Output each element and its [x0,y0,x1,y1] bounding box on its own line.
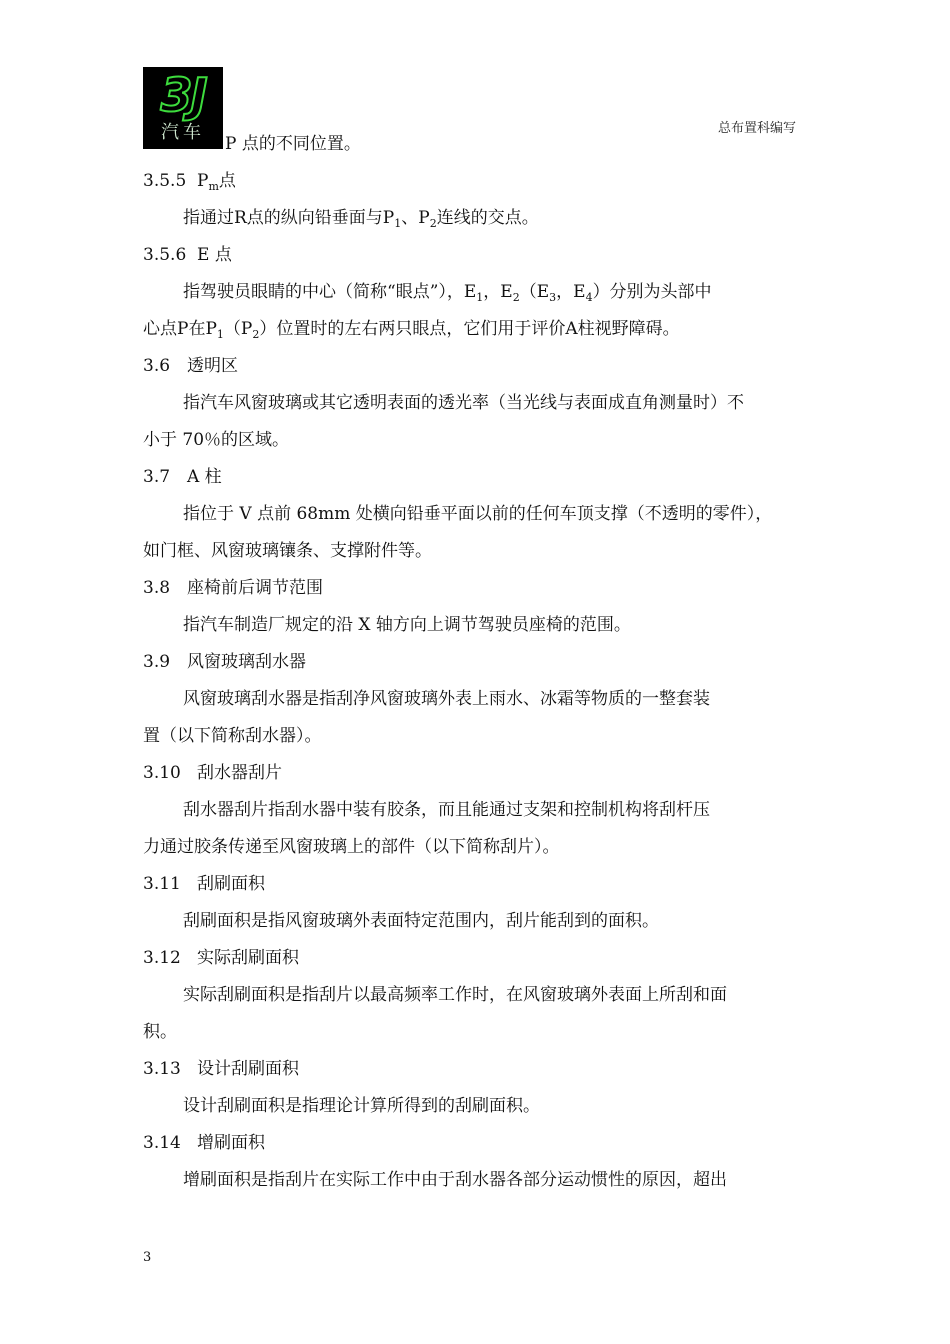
paragraph-line: 指汽车制造厂规定的沿 X 轴方向上调节驾驶员座椅的范围。 [183,615,631,635]
paragraph-line: 心点P在$P_1(P_2)$位置时的左右两只眼点，它们用于评价A柱视野障碍。 [143,319,680,341]
section-title: 实际刮刷面积 [197,948,299,968]
section-number: 3.5.6 [143,245,187,265]
section-heading-3-5-5 [143,163,813,200]
paragraph-line: 指驾驶员眼睛的中心（简称“眼点”），$E_1$，$E_2(E_3$，$E_4$）分别为头部中 [183,282,712,304]
section-title: 透明区 [187,356,238,376]
paragraph-line: 刮刷面积是指风窗玻璃外表面特定范围内，刮片能刮到的面积。 [183,911,659,931]
paragraph-line: 积。 [143,1022,177,1042]
section-number: 3.9 [143,652,171,672]
section-number: 3.12 [143,948,181,968]
section-heading-3-11 [143,866,813,903]
section-title: 座椅前后调节范围 [187,578,323,598]
section-heading-3-6 [143,348,813,385]
paragraph-line: 指位于 V 点前 68mm 处横向铅垂平面以前的任何车顶支撑（不透明的零件）， [183,504,773,524]
section-heading-3-12 [143,940,813,977]
paragraph-line: 力通过胶条传递至风窗玻璃上的部件（以下简称刮片）。 [143,837,560,857]
document-body [143,126,813,1199]
section-title: $P_m$点 [197,171,236,193]
section-title: 设计刮刷面积 [197,1059,299,1079]
page-header-author: 总布置科编写 [718,121,797,136]
section-title: A 柱 [187,467,222,487]
section-title: 增刷面积 [197,1133,265,1153]
section-heading-3-14 [143,1125,813,1162]
paragraph-line: 刮水器刮片指刮水器中装有胶条，而且能通过支架和控制机构将刮杆压 [183,800,710,820]
logo-subtext: 汽车 [161,122,205,143]
section-number: 3.13 [143,1059,181,1079]
section-heading-3-7 [143,459,813,496]
section-heading-3-13 [143,1051,813,1088]
paragraph-line: 增刷面积是指刮片在实际工作中由于刮水器各部分运动惯性的原因，超出 [183,1170,727,1190]
section-heading-3-9 [143,644,813,681]
paragraph-line: 风窗玻璃刮水器是指刮净风窗玻璃外表上雨水、冰霜等物质的一整套装 [183,689,710,709]
section-number: 3.6 [143,356,171,376]
section-number: 3.11 [143,874,181,894]
page-number: 3 [143,1250,152,1265]
section-heading-3-8 [143,570,813,607]
text-line [143,126,813,163]
section-title: 刮刷面积 [197,874,265,894]
section-title: 风窗玻璃刮水器 [187,652,306,672]
section-heading-3-10 [143,755,813,792]
section-number: 3.10 [143,763,181,783]
logo-mark: 3J [160,68,206,122]
paragraph-line: 指汽车风窗玻璃或其它透明表面的透光率（当光线与表面成直角测量时）不 [183,393,744,413]
paragraph-line: 设计刮刷面积是指理论计算所得到的刮刷面积。 [183,1096,540,1116]
section-number: 3.14 [143,1133,181,1153]
paragraph-line: 置（以下简称刮水器）。 [143,726,322,746]
paragraph-line: 小于 70％的区域。 [143,430,290,450]
section-title: 刮水器刮片 [197,763,282,783]
paragraph-line: 如门框、风窗玻璃镶条、支撑附件等。 [143,541,432,561]
section-number: 3.7 [143,467,171,487]
section-title: E 点 [197,245,232,265]
paragraph-line: 实际刮刷面积是指刮片以最高频率工作时，在风窗玻璃外表面上所刮和面 [183,985,727,1005]
section-number: 3.5.5 [143,171,187,191]
text-fragment: P 点的不同位置。 [225,134,361,154]
section-heading-3-5-6 [143,237,813,274]
paragraph-line: 指通过R点的纵向铅垂面与$P_1$、$P_2$连线的交点。 [183,208,539,230]
section-number: 3.8 [143,578,171,598]
